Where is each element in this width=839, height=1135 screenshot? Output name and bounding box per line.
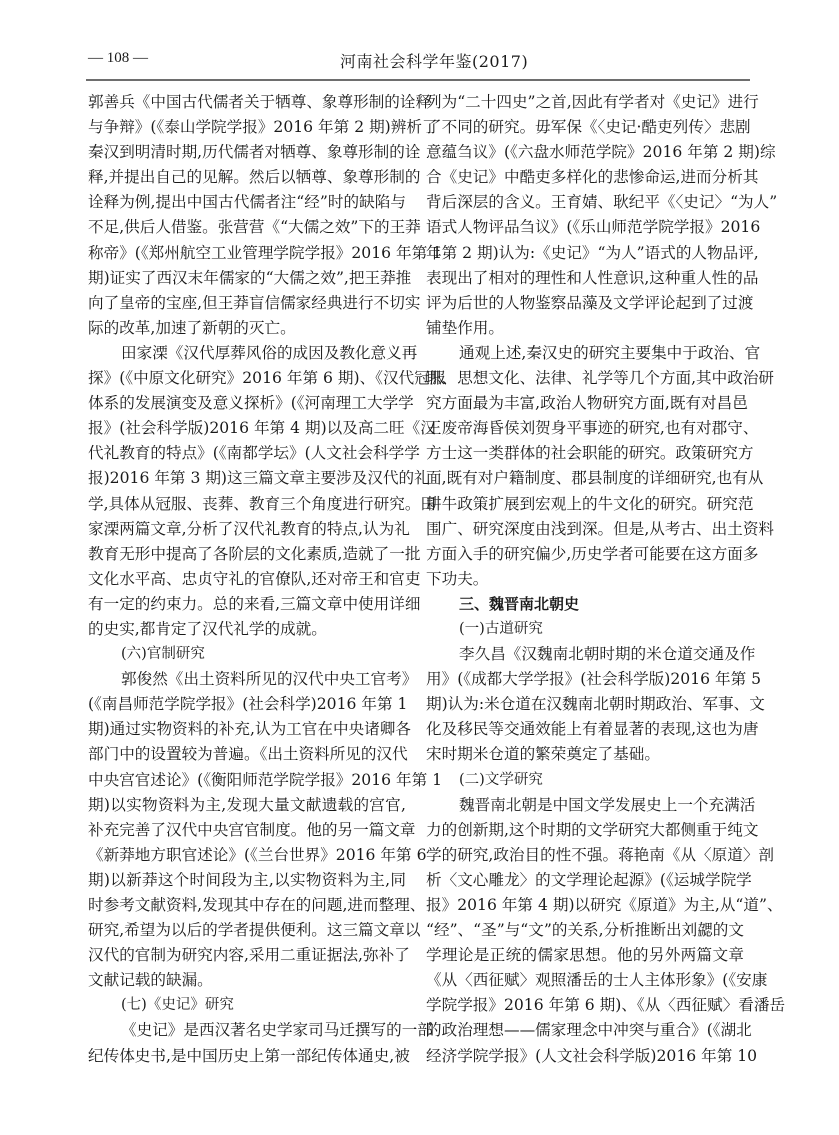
text-line: 学院学报》2016 年第 6 期)、《从〈西征赋〉看潘岳 [426, 996, 786, 1015]
left-column [88, 90, 446, 1069]
text-line: 体系的发展演变及意义探析》(《河南理工大学学 [88, 394, 414, 413]
text-line: 评为后世的人物鉴察品藻及文学评论起到了过渡 [426, 293, 754, 312]
page-number: — 108 — [88, 50, 148, 66]
text-line: 下功夫。 [426, 569, 489, 588]
text-line: 通观上述,秦汉史的研究主要集中于政治、官 [459, 343, 761, 362]
right-column [426, 90, 786, 1069]
text-line: 经济学院学报》(人文社会科学版)2016 年第 10 [426, 1046, 758, 1065]
text-line: 《史记》是西汉著名史学家司马迁撰写的一部 [121, 1021, 433, 1040]
text-line: 期)通过实物资料的补充,认为工官在中央诸卿各 [88, 720, 411, 739]
text-line: 期)以实物资料为主,发现大量文献遗载的宫官, [88, 795, 406, 814]
text-line: 魏晋南北朝是中国文学发展史上一个充满活 [459, 795, 756, 814]
text-line: 称帝》(《郑州航空工业管理学院学报》2016 年第 1 [88, 243, 443, 262]
text-line: 探》(《中原文化研究》2016 年第 6 期)、《汉代冠服 [88, 369, 446, 388]
text-line: 耕牛政策扩展到宏观上的牛文化的研究。研究范 [426, 494, 754, 513]
text-line: 郭俊然《出土资料所见的汉代中央工官考》 [121, 670, 418, 689]
text-line: 研究,希望为以后的学者提供便利。这三篇文章以 [88, 921, 421, 940]
text-line: 《新莽地方职官述论》(《兰台世界》2016 年第 6 [88, 845, 427, 864]
text-line: 方面入手的研究偏少,历史学者可能要在这方面多 [426, 544, 759, 563]
subsection-heading: (二)文学研究 [459, 771, 543, 788]
text-line: 职、思想文化、法律、礼学等几个方面,其中政治研 [426, 369, 775, 388]
text-line: 究方面最为丰富,政治人物研究方面,既有对昌邑 [426, 394, 748, 413]
text-line: 中央宫官述论》(《衡阳师范学院学报》2016 年第 1 [88, 770, 443, 789]
text-line: 向了皇帝的宝座,但王莽盲信儒家经典进行不切实 [88, 293, 421, 312]
text-line: 补充完善了汉代中央宫官制度。他的另一篇文章 [88, 820, 416, 839]
text-line: 家溧两篇文章,分析了汉代礼教育的特点,认为礼 [88, 519, 410, 538]
text-line: 文献记载的缺漏。 [88, 971, 213, 990]
text-line: 年第 2 期)认为:《史记》“为人”语式的人物品评, [426, 243, 759, 262]
text-line: 了不同的研究。毋军保《〈史记·酷吏列传〉悲剧 [426, 118, 751, 137]
text-line: 纪传体史书,是中国历史上第一部纪传体通史,被 [88, 1046, 410, 1065]
text-line: 期)证实了西汉末年儒家的“大儒之效”,把王莽推 [88, 268, 412, 287]
text-line: 与争辩》(《泰山学院学报》2016 年第 2 期)辨析了 [88, 118, 438, 137]
text-line: 方士这一类群体的社会职能的研究。政策研究方 [426, 444, 754, 463]
text-line: 用》(《成都大学学报》(社会科学版)2016 年第 5 [426, 670, 762, 689]
text-line: 教育无形中提高了各阶层的文化素质,造就了一批 [88, 544, 421, 563]
text-line: 语式人物评品刍议》(《乐山师范学院学报》2016 [426, 218, 761, 237]
text-line: 部门中的设置较为普遍。《出土资料所见的汉代 [88, 745, 408, 764]
text-line: 学理论是正统的儒家思想。他的另外两篇文章 [426, 946, 744, 965]
text-line: 李久昌《汉魏南北朝时期的米仓道交通及作 [459, 645, 756, 664]
text-line: 期)以新莽这个时间段为主,以实物资料为主,同 [88, 870, 406, 889]
text-line: 报》(社会科学版)2016 年第 4 期)以及高二旺《汉 [88, 419, 436, 438]
text-line: 释,并提出自己的见解。然后以牺尊、象尊形制的 [88, 168, 421, 187]
text-line: 报》2016 年第 4 期)以研究《原道》为主,从“道”、 [426, 896, 783, 914]
text-line: 田家溧《汉代厚葬风俗的成因及教化意义再 [121, 343, 418, 362]
text-line: 代礼教育的特点》(《南都学坛》(人文社会科学学 [88, 444, 420, 463]
text-line: 有一定的约束力。总的来看,三篇文章中使用详细 [88, 594, 421, 613]
text-line: 表现出了相对的理性和人性意识,这种重人性的品 [426, 268, 759, 287]
text-line: 意蕴刍议》(《六盘水师范学院》2016 年第 2 期)综 [426, 143, 776, 162]
text-line: 诠释为例,提出中国古代儒者注“经”时的缺陷与 [88, 193, 406, 212]
text-line: 列为“二十四史”之首,因此有学者对《史记》进行 [426, 93, 759, 111]
text-line: 围广、研究深度由浅到深。但是,从考古、出土资料 [426, 519, 775, 538]
subsection-heading: (一)古道研究 [459, 620, 543, 637]
text-line: 秦汉到明清时期,历代儒者对牺尊、象尊形制的诠 [88, 143, 421, 162]
text-line: 《从〈西征赋〉观照潘岳的士人主体形象》(《安康 [426, 971, 768, 990]
text-line: 不足,供后人借鉴。张营营《“大儒之效”下的王莽 [88, 218, 421, 237]
text-line: 学的研究,政治目的性不强。蒋艳南《从〈原道〉剖 [426, 845, 775, 864]
text-line: 宋时期米仓道的繁荣奠定了基础。 [426, 745, 660, 764]
text-line: 文化水平高、忠贞守礼的官僚队,还对帝王和官吏 [88, 569, 421, 588]
text-line: 背后深层的含义。王育婧、耿纪平《〈史记〉“为人” [426, 193, 778, 212]
header-rule [86, 79, 750, 81]
text-line: 期)认为:米仓道在汉魏南北朝时期政治、军事、文 [426, 695, 765, 714]
text-line: 铺垫作用。 [426, 318, 504, 337]
text-line: 化及移民等交通效能上有着显著的表现,这也为唐 [426, 720, 759, 739]
text-line: 郭善兵《中国古代儒者关于牺尊、象尊形制的诠释 [88, 93, 432, 111]
text-line: 力的创新期,这个时期的文学研究大都侧重于纯文 [426, 820, 759, 839]
section-heading: 三、魏晋南北朝史 [459, 594, 580, 613]
subsection-heading: (六)官制研究 [121, 646, 205, 663]
text-line: 的政治理想——儒家理念中冲突与重合》(《湖北 [426, 1021, 752, 1040]
text-line: 的史实,都肯定了汉代礼学的成就。 [88, 619, 327, 638]
text-line: “经”、“圣”与“文”的关系,分析推断出刘勰的文 [426, 921, 744, 940]
text-line: 学,具体从冠服、丧葬、教育三个角度进行研究。田 [88, 494, 437, 513]
text-line: (《南昌师范学院学报》(社会科学)2016 年第 1 [88, 695, 408, 714]
text-line: 报)2016 年第 3 期)这三篇文章主要涉及汉代的礼 [88, 469, 430, 488]
running-header-title: 河南社会科学年鉴(2017) [340, 52, 529, 71]
text-line: 合《史记》中酷吏多样化的悲惨命运,进而分析其 [426, 168, 759, 187]
text-line: 时参考文献资料,发现其中存在的问题,进而整理、 [88, 896, 426, 914]
text-line: 汉代的官制为研究内容,采用二重证据法,弥补了 [88, 946, 410, 965]
text-line: 际的改革,加速了新朝的灭亡。 [88, 318, 296, 337]
text-line: 王废帝海昏侯刘贺身平事迹的研究,也有对郡守、 [426, 419, 759, 438]
subsection-heading: (七)《史记》研究 [121, 997, 234, 1014]
text-line: 析〈文心雕龙〉的文学理论起源》(《运城学院学 [426, 870, 752, 889]
text-line: 面,既有对户籍制度、郡县制度的详细研究,也有从 [426, 469, 764, 488]
